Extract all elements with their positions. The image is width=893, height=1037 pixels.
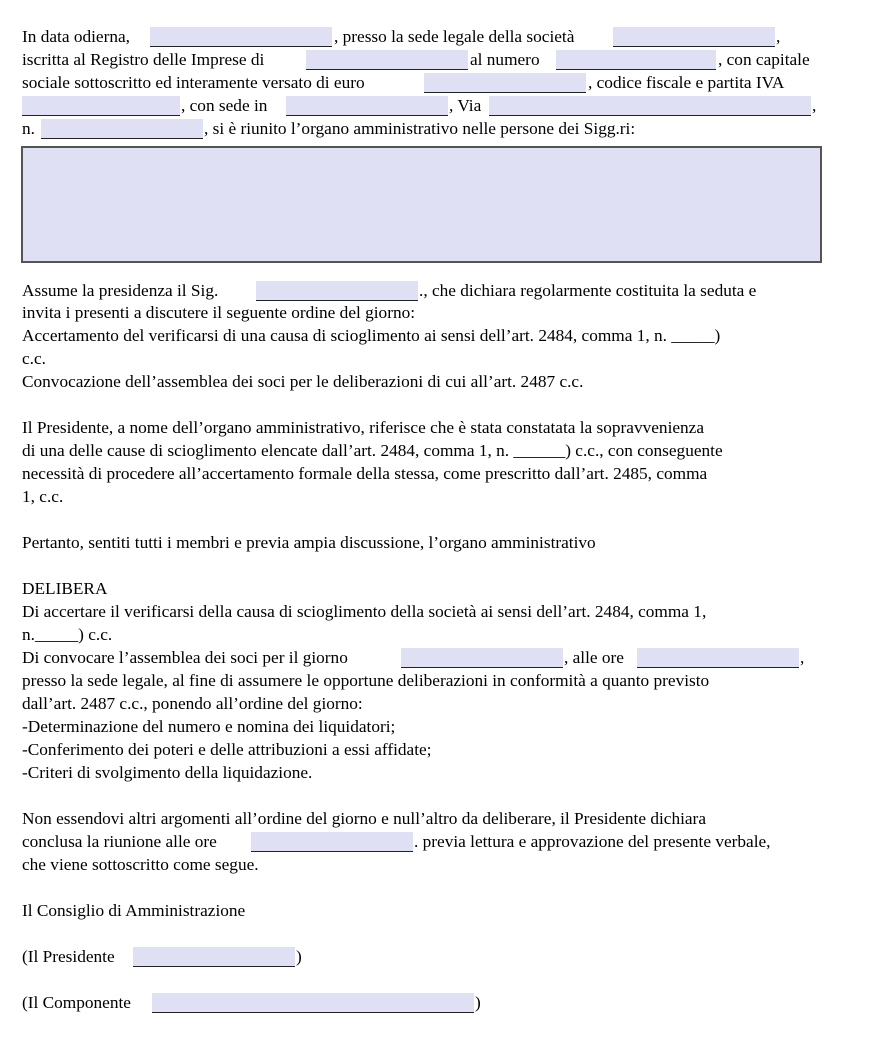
- resolution-line-5: dall’art. 2487 c.c., ponendo all’ordine del giorno:: [22, 694, 363, 713]
- intro-line-5b: [204, 118, 635, 140]
- intro-line-3: [22, 72, 365, 94]
- intro-text: In data odierna,: [22, 27, 130, 46]
- meeting-time-field[interactable]: [637, 648, 799, 668]
- city-field[interactable]: [286, 96, 448, 116]
- intro-text: , presso la sede legale della società: [334, 27, 575, 46]
- agenda-item-1: Accertamento del verificarsi di una causa di scioglimento ai sensi dell’art. 2484, comma 1, n. _____): [22, 326, 721, 345]
- president-signature-field[interactable]: [133, 947, 295, 967]
- resolution-line-2: n._____) c.c.: [22, 625, 113, 644]
- resolution-line-1: Di accertare il verificarsi della causa di scioglimento della società ai sensi dell’art. 2484, comma 1,: [22, 602, 707, 621]
- intro-text: , con capitale: [718, 50, 810, 69]
- member-signature-close: ): [475, 993, 481, 1012]
- intro-line-2b: [470, 49, 540, 71]
- members-textarea[interactable]: [21, 146, 822, 263]
- president-name-field[interactable]: [256, 281, 418, 301]
- president-signature-label: (Il Presidente: [22, 947, 115, 966]
- intro-line-3b: [588, 72, 784, 94]
- intro-text: al numero: [470, 50, 540, 69]
- intro-text: ,: [812, 96, 817, 115]
- presidency-text: ., che dichiara regolarmente costituita la seduta e: [419, 281, 757, 300]
- agenda-bullet-2: -Conferimento dei poteri e delle attribuzioni a essi affidate;: [22, 740, 432, 759]
- agenda-item-2: Convocazione dell’assemblea dei soci per le deliberazioni di cui all’art. 2487 c.c.: [22, 372, 584, 391]
- street-number-field[interactable]: [41, 119, 203, 139]
- tax-code-field[interactable]: [22, 96, 180, 116]
- intro-line-5: [22, 118, 35, 140]
- intro-line-4b: [181, 95, 267, 117]
- report-line-2: di una delle cause di scioglimento elencate dall’art. 2484, comma 1, n. ______) c.c., con conseguente: [22, 441, 723, 460]
- agenda-bullet-1: -Determinazione del numero e nomina dei liquidatori;: [22, 717, 396, 736]
- intro-line-2c: [718, 49, 810, 71]
- resolution-text: , alle ore: [564, 648, 624, 667]
- intro-text: ,: [776, 27, 781, 46]
- presidency-line-1: [22, 280, 218, 302]
- closing-text: conclusa la riunione alle ore: [22, 832, 217, 851]
- intro-text: n.: [22, 119, 35, 138]
- presidency-line-2: invita i presenti a discutere il seguente ordine del giorno:: [22, 303, 416, 322]
- agenda-bullet-3: -Criteri di svolgimento della liquidazione.: [22, 763, 313, 782]
- agenda-item-1-cont: c.c.: [22, 349, 46, 368]
- intro-line-4c: [449, 95, 481, 117]
- resolution-heading: DELIBERA: [22, 579, 108, 598]
- presidency-line-1b: [419, 280, 756, 302]
- presidency-text: Assume la presidenza il Sig.: [22, 281, 219, 300]
- resolution-text: Di convocare l’assemblea dei soci per il giorno: [22, 648, 348, 667]
- intro-text: sociale sottoscritto ed interamente versato di euro: [22, 73, 365, 92]
- member-signature-field[interactable]: [152, 993, 474, 1013]
- meeting-date-field[interactable]: [401, 648, 563, 668]
- report-line-4: 1, c.c.: [22, 487, 64, 506]
- intro-text: , con sede in: [181, 96, 268, 115]
- registry-number-field[interactable]: [556, 50, 716, 70]
- resolution-text: ,: [800, 648, 805, 667]
- resolution-line-4: presso la sede legale, al fine di assumere le opportune deliberazioni in conformità a quanto previsto: [22, 671, 710, 690]
- closing-time-field[interactable]: [251, 832, 413, 852]
- company-field[interactable]: [613, 27, 775, 47]
- closing-line-3: che viene sottoscritto come segue.: [22, 855, 259, 874]
- report-line-3: necessità di procedere all’accertamento formale della stessa, come prescritto dall’art. 2485, comma: [22, 464, 708, 483]
- intro-line-1: [22, 26, 130, 48]
- intro-text: iscritta al Registro delle Imprese di: [22, 50, 265, 69]
- discussion-line: Pertanto, sentiti tutti i membri e previa ampia discussione, l’organo amministrativo: [22, 533, 596, 552]
- closing-line-2b: [414, 831, 771, 853]
- intro-text: , Via: [449, 96, 482, 115]
- street-field[interactable]: [489, 96, 811, 116]
- resolution-line-3: [22, 647, 348, 669]
- member-signature-label: (Il Componente: [22, 993, 131, 1012]
- intro-line-2: [22, 49, 264, 71]
- intro-line-4d: [812, 95, 816, 117]
- capital-field[interactable]: [424, 73, 586, 93]
- closing-line-1: Non essendovi altri argomenti all’ordine del giorno e null’altro da deliberare, il Presidente dichiara: [22, 809, 706, 828]
- closing-text: . previa lettura e approvazione del presente verbale,: [414, 832, 771, 851]
- report-line-1: Il Presidente, a nome dell’organo amministrativo, riferisce che è stata constatata la sopravvenienza: [22, 418, 705, 437]
- intro-line-1c: [776, 26, 780, 48]
- intro-text: , codice fiscale e partita IVA: [588, 73, 785, 92]
- resolution-line-3b: [564, 647, 624, 669]
- closing-line-2: [22, 831, 217, 853]
- intro-line-1b: [334, 26, 574, 48]
- board-heading: Il Consiglio di Amministrazione: [22, 901, 246, 920]
- president-signature-close: ): [296, 947, 302, 966]
- registry-city-field[interactable]: [306, 50, 468, 70]
- resolution-line-3c: [800, 647, 804, 669]
- date-field[interactable]: [150, 27, 332, 47]
- intro-text: , si è riunito l’organo amministrativo nelle persone dei Sigg.ri:: [204, 119, 636, 138]
